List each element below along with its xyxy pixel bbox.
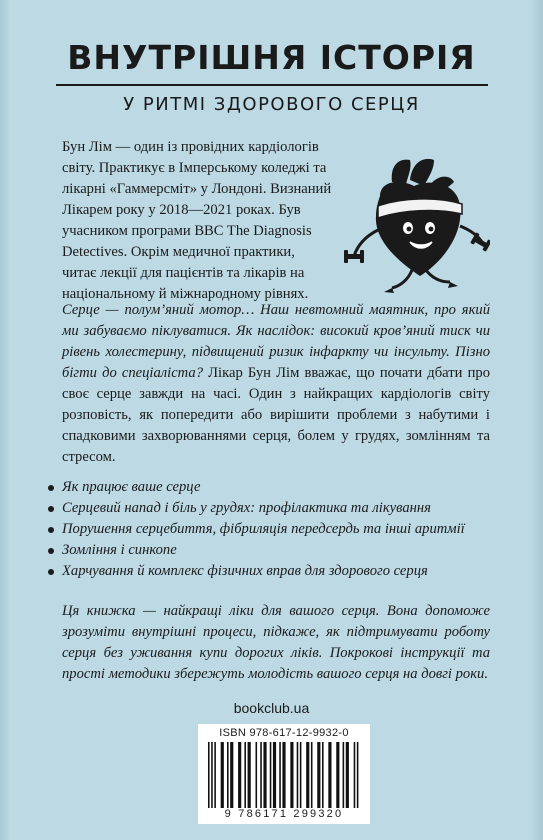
bullet-dot-icon (48, 506, 54, 512)
running-heart-illustration (340, 152, 490, 297)
book-description (62, 300, 490, 468)
topic-item: Як працює ваше серце (46, 477, 506, 498)
bullet-dot-icon (48, 548, 54, 554)
barcode-block (198, 724, 370, 824)
closing-paragraph: Ця книжка — найкращі ліки для вашого серця. Вона допоможе зрозуміти внутрішні процеси, підкаже, як підтримувати роботу серця без уживання купи дорогих ліків. Покрокові інструкції та прості методики збережуть молодість вашого серця на довгі роки. (62, 603, 490, 682)
topics-list (46, 477, 506, 582)
topic-item: Харчування й комплекс фізичних вправ для здорового серця (46, 561, 506, 582)
description-regular: Лікар Бун Лім вважає, що почати дбати про своє серце завжди на часі. Один з найкращих кардіологів світу розповість, як попередити або вирішити проблеми з набутими і спадковими захворюваннями серця, болем у грудях, зомлінням та стресом. (62, 365, 490, 465)
bullet-dot-icon (48, 527, 54, 533)
topic-item: Серцевий напад і біль у грудях: профілактика та лікування (46, 498, 506, 519)
topic-item: Зомління і синкопе (46, 540, 506, 561)
topic-item: Порушення серцебиття, фібриляція передсердь та інші аритмії (46, 519, 506, 540)
bullet-dot-icon (48, 485, 54, 491)
barcode (208, 742, 360, 808)
barcode-digits: 9 786171 299320 (224, 808, 344, 820)
title-divider (56, 84, 488, 86)
bullet-dot-icon (48, 569, 54, 575)
book-title: ВНУТРІШНЯ ІСТОРІЯ (67, 38, 476, 77)
description-italic: Серце — полум’яний мотор… Наш невтомний маятник, про який ми забуваємо піклуватися. Як наслідок: високий кров’яний тиск чи рівень холестерину, підвищений ризик інфаркту чи інсульту. Пізно бігти до спеціаліста? (62, 302, 490, 381)
isbn-number: ISBN 978-617-12-9932-0 (219, 727, 349, 739)
book-subtitle: У РИТМІ ЗДОРОВОГО СЕРЦЯ (123, 94, 420, 115)
publisher-website: bookclub.ua (233, 700, 310, 716)
author-bio: Бун Лім — один із провідних кардіологів світу. Практикує в Імперському коледжі та лікарні «Гаммерсміт» у Лондоні. Визнаний Лікарем року у 2018—2021 роках. Був учасником програми BBC The Diagnosis Detectives. Окрім медичної практики, читає лекції для пацієнтів та лікарів на національному й міжнародному рівнях. (62, 139, 332, 302)
